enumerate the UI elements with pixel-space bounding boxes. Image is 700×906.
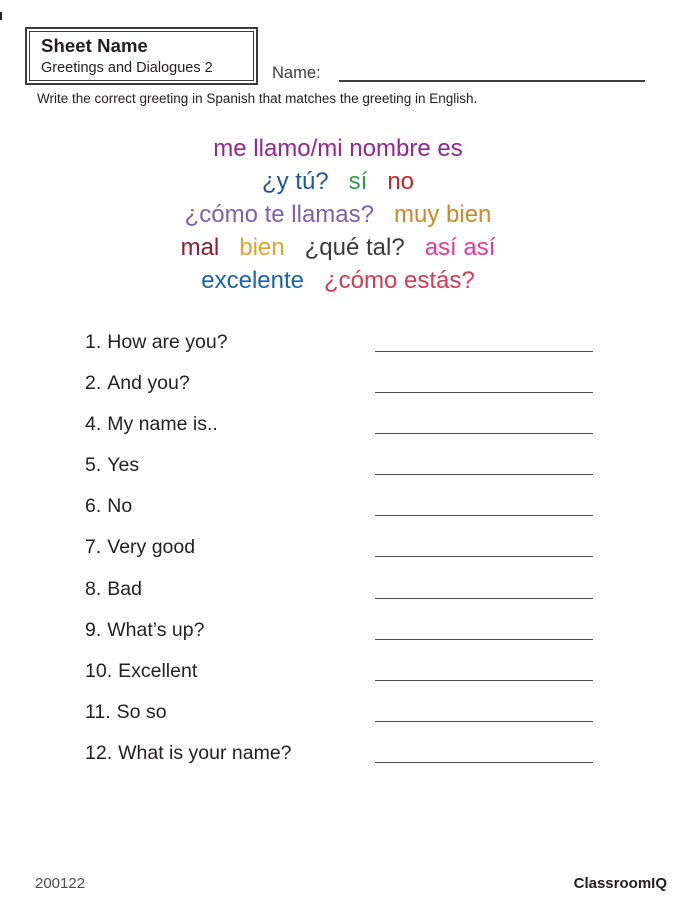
question-text: Excellent (118, 659, 198, 682)
answer-line[interactable] (375, 744, 593, 763)
question-row (85, 659, 625, 700)
word-bank-line (0, 165, 676, 198)
answer-line[interactable] (375, 703, 593, 722)
word-bank-phrase: así así (424, 234, 496, 261)
question-text: How are you? (107, 331, 228, 353)
answer-line[interactable] (375, 456, 593, 475)
word-bank-phrase: sí (348, 168, 368, 195)
answer-line[interactable] (375, 374, 593, 393)
answer-line[interactable] (375, 662, 593, 681)
question-number: 2. (85, 372, 102, 395)
word-bank-line (0, 198, 676, 231)
question-text: Yes (107, 454, 140, 477)
question-row (85, 741, 625, 782)
question-number: 1. (85, 331, 102, 353)
scan-edge-artifact (0, 12, 2, 20)
word-bank-phrase: bien (239, 234, 285, 261)
sheet-header-box-inner (29, 31, 254, 81)
question-row (85, 618, 625, 659)
footer-brand-logo: ClassroomIQ (573, 875, 667, 892)
question-number: 6. (85, 495, 102, 518)
word-bank-phrase: ¿qué tal? (304, 234, 405, 261)
sheet-header-box (25, 27, 258, 85)
question-number: 12. (85, 741, 113, 764)
name-label: Name: (272, 64, 321, 82)
question-text: And you? (107, 372, 190, 395)
question-number: 8. (85, 577, 102, 600)
answer-line[interactable] (375, 497, 593, 516)
question-number: 11. (85, 700, 111, 723)
word-bank-phrase: mal (180, 234, 220, 261)
question-number: 9. (85, 618, 102, 641)
answer-line[interactable] (375, 415, 593, 434)
question-text: My name is.. (107, 413, 218, 436)
question-text: No (107, 495, 133, 518)
word-bank-line (0, 132, 676, 165)
question-number: 4. (85, 413, 102, 436)
name-input-line[interactable] (339, 60, 645, 82)
word-bank-phrase: no (387, 168, 415, 195)
question-number: 7. (85, 536, 102, 559)
question-text: What is your name? (118, 741, 292, 764)
question-text: So so (116, 700, 167, 723)
question-row (85, 371, 625, 412)
word-bank-phrase: excelente (201, 267, 304, 294)
word-bank-phrase: ¿y tú? (261, 168, 329, 195)
question-row (85, 412, 625, 453)
word-bank-phrase: muy bien (394, 201, 492, 228)
question-row (85, 577, 625, 618)
question-list (85, 330, 625, 782)
word-bank-phrase: ¿cómo estás? (324, 267, 475, 294)
question-text: Very good (107, 536, 196, 559)
question-row (85, 494, 625, 535)
word-bank-phrase: me llamo/mi nombre es (213, 135, 463, 162)
instructions-text: Write the correct greeting in Spanish that matches the greeting in English. (37, 91, 478, 106)
question-row (85, 330, 625, 371)
word-bank-line (0, 231, 676, 264)
answer-line[interactable] (375, 333, 593, 352)
answer-line[interactable] (375, 538, 593, 557)
answer-line[interactable] (375, 621, 593, 640)
question-text: Bad (107, 577, 142, 600)
word-bank-line (0, 264, 676, 297)
answer-line[interactable] (375, 580, 593, 599)
word-bank (0, 132, 676, 297)
question-text: What’s up? (107, 618, 205, 641)
footer-code: 200122 (35, 875, 86, 892)
question-row (85, 700, 625, 741)
sheet-subtitle: Greetings and Dialogues 2 (41, 60, 213, 76)
question-row (85, 453, 625, 494)
question-row (85, 535, 625, 576)
question-number: 5. (85, 454, 102, 477)
sheet-name-title: Sheet Name (41, 35, 148, 56)
word-bank-phrase: ¿cómo te llamas? (184, 201, 374, 228)
question-number: 10. (85, 659, 113, 682)
